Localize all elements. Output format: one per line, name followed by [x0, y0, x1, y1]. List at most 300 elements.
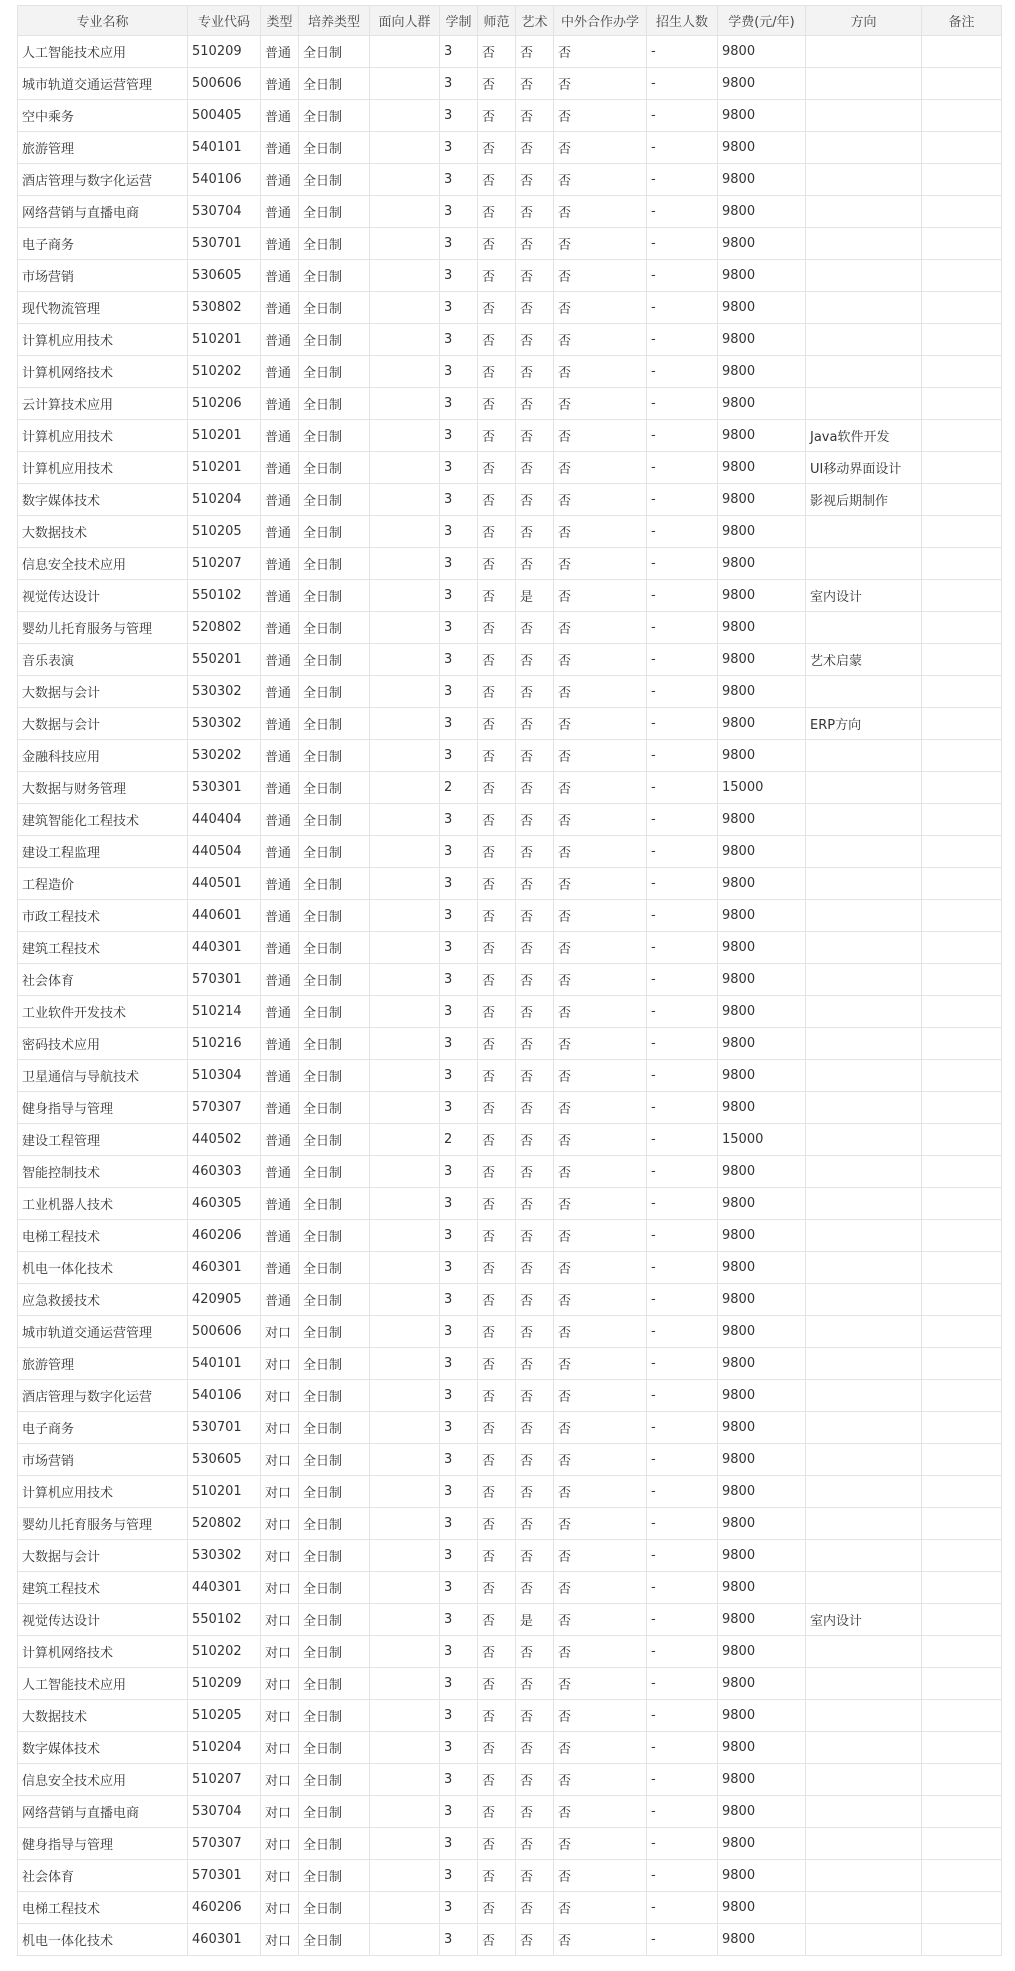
col-direction-cell: [806, 1412, 922, 1444]
col-remarks-cell: [922, 484, 1002, 516]
col-duration-cell: 2: [440, 772, 478, 804]
col-direction-cell: [806, 1572, 922, 1604]
col-art-cell: 否: [516, 996, 554, 1028]
col-target-group-cell: [370, 1252, 440, 1284]
col-tuition-cell: 9800: [718, 676, 806, 708]
col-major-code-cell: 530704: [188, 196, 261, 228]
col-target-group-cell: [370, 612, 440, 644]
col-direction-cell: [806, 804, 922, 836]
col-type-cell: 对口: [261, 1860, 299, 1892]
table-row: [18, 1572, 1002, 1604]
col-duration-cell: 3: [440, 1444, 478, 1476]
col-remarks-cell: [922, 1796, 1002, 1828]
table-row: [18, 1732, 1002, 1764]
table-row: [18, 1092, 1002, 1124]
col-training-type-cell: 全日制: [299, 1796, 370, 1828]
col-major-code-cell: 510201: [188, 420, 261, 452]
col-duration-cell: 3: [440, 1668, 478, 1700]
col-art-cell: 否: [516, 1444, 554, 1476]
col-type-cell: 对口: [261, 1636, 299, 1668]
col-duration-cell: 3: [440, 228, 478, 260]
col-training-type-cell: 全日制: [299, 452, 370, 484]
col-normal-education-cell: 否: [478, 1380, 516, 1412]
col-major-code-cell: 440502: [188, 1124, 261, 1156]
col-type-cell: 普通: [261, 1028, 299, 1060]
col-training-type-cell: 全日制: [299, 100, 370, 132]
col-major-code-cell: 530302: [188, 1540, 261, 1572]
col-target-group-cell: [370, 1636, 440, 1668]
col-major-code-cell: 510214: [188, 996, 261, 1028]
col-art-cell: 否: [516, 196, 554, 228]
col-major-code-cell: 530202: [188, 740, 261, 772]
col-duration-cell: 3: [440, 1700, 478, 1732]
col-remarks-cell: [922, 1188, 1002, 1220]
col-tuition-cell: 9800: [718, 1028, 806, 1060]
col-major-code-cell: 530701: [188, 228, 261, 260]
col-remarks-cell: [922, 1252, 1002, 1284]
col-art-cell: 否: [516, 164, 554, 196]
col-direction-cell: [806, 900, 922, 932]
col-remarks-header: 备注: [922, 6, 1002, 36]
col-tuition-cell: 9800: [718, 548, 806, 580]
col-type-cell: 普通: [261, 388, 299, 420]
col-duration-cell: 3: [440, 996, 478, 1028]
table-row: [18, 324, 1002, 356]
col-duration-header: 学制: [440, 6, 478, 36]
col-tuition-cell: 9800: [718, 1924, 806, 1956]
col-tuition-cell: 9800: [718, 1412, 806, 1444]
col-training-type-cell: 全日制: [299, 1316, 370, 1348]
col-art-cell: 否: [516, 612, 554, 644]
col-target-group-cell: [370, 1380, 440, 1412]
col-major-name-cell: 工业机器人技术: [18, 1188, 188, 1220]
col-joint-program-cell: 否: [554, 900, 647, 932]
col-joint-program-cell: 否: [554, 1572, 647, 1604]
col-normal-education-cell: 否: [478, 1444, 516, 1476]
col-training-type-cell: 全日制: [299, 1508, 370, 1540]
col-target-group-cell: [370, 1572, 440, 1604]
col-joint-program-cell: 否: [554, 1892, 647, 1924]
col-art-cell: 否: [516, 228, 554, 260]
col-type-cell: 普通: [261, 612, 299, 644]
col-joint-program-cell: 否: [554, 964, 647, 996]
col-major-name-cell: 大数据与会计: [18, 676, 188, 708]
col-major-name-cell: 电子商务: [18, 1412, 188, 1444]
col-normal-education-cell: 否: [478, 1892, 516, 1924]
col-training-type-cell: 全日制: [299, 612, 370, 644]
col-major-name-cell: 婴幼儿托育服务与管理: [18, 612, 188, 644]
table-row: [18, 708, 1002, 740]
col-tuition-cell: 15000: [718, 772, 806, 804]
col-type-cell: 普通: [261, 548, 299, 580]
col-duration-cell: 3: [440, 132, 478, 164]
col-training-type-cell: 全日制: [299, 804, 370, 836]
col-target-group-cell: [370, 964, 440, 996]
col-direction-cell: [806, 1796, 922, 1828]
col-joint-program-cell: 否: [554, 1380, 647, 1412]
col-target-group-cell: [370, 132, 440, 164]
col-enrollment-cell: -: [647, 1476, 718, 1508]
col-joint-program-cell: 否: [554, 1796, 647, 1828]
col-direction-cell: [806, 964, 922, 996]
col-target-group-cell: [370, 292, 440, 324]
col-normal-education-cell: 否: [478, 804, 516, 836]
col-major-code-cell: 540106: [188, 1380, 261, 1412]
col-training-type-cell: 全日制: [299, 420, 370, 452]
col-tuition-cell: 15000: [718, 1124, 806, 1156]
table-row: [18, 1668, 1002, 1700]
col-remarks-cell: [922, 1764, 1002, 1796]
col-normal-education-cell: 否: [478, 292, 516, 324]
col-direction-cell: [806, 1444, 922, 1476]
col-target-group-cell: [370, 676, 440, 708]
col-major-code-cell: 510209: [188, 1668, 261, 1700]
col-duration-cell: 3: [440, 1860, 478, 1892]
col-enrollment-cell: -: [647, 1924, 718, 1956]
col-major-name-cell: 现代物流管理: [18, 292, 188, 324]
col-joint-program-cell: 否: [554, 1028, 647, 1060]
col-joint-program-cell: 否: [554, 868, 647, 900]
col-remarks-cell: [922, 196, 1002, 228]
col-tuition-cell: 9800: [718, 196, 806, 228]
col-direction-cell: [806, 260, 922, 292]
col-remarks-cell: [922, 1476, 1002, 1508]
col-normal-education-cell: 否: [478, 164, 516, 196]
col-type-cell: 普通: [261, 580, 299, 612]
col-direction-cell: [806, 1348, 922, 1380]
col-remarks-cell: [922, 164, 1002, 196]
col-joint-program-cell: 否: [554, 772, 647, 804]
table-row: [18, 676, 1002, 708]
col-joint-program-cell: 否: [554, 452, 647, 484]
col-training-type-cell: 全日制: [299, 1892, 370, 1924]
col-direction-cell: [806, 1124, 922, 1156]
col-remarks-cell: [922, 996, 1002, 1028]
col-major-name-cell: 市政工程技术: [18, 900, 188, 932]
col-art-cell: 否: [516, 1380, 554, 1412]
col-type-cell: 普通: [261, 1188, 299, 1220]
col-type-cell: 对口: [261, 1796, 299, 1828]
col-major-name-cell: 电子商务: [18, 228, 188, 260]
col-joint-program-cell: 否: [554, 612, 647, 644]
table-row: [18, 164, 1002, 196]
col-enrollment-cell: -: [647, 1092, 718, 1124]
col-training-type-cell: 全日制: [299, 1124, 370, 1156]
col-joint-program-cell: 否: [554, 1444, 647, 1476]
col-direction-cell: [806, 1060, 922, 1092]
col-type-cell: 普通: [261, 452, 299, 484]
col-type-cell: 普通: [261, 1156, 299, 1188]
col-duration-cell: 3: [440, 644, 478, 676]
col-training-type-cell: 全日制: [299, 772, 370, 804]
col-direction-cell: [806, 676, 922, 708]
col-target-group-cell: [370, 260, 440, 292]
col-art-cell: 否: [516, 1508, 554, 1540]
col-major-code-cell: 540101: [188, 132, 261, 164]
col-enrollment-cell: -: [647, 1220, 718, 1252]
table-row: [18, 644, 1002, 676]
col-direction-cell: [806, 1284, 922, 1316]
col-target-group-cell: [370, 1700, 440, 1732]
col-art-cell: 否: [516, 388, 554, 420]
col-enrollment-cell: -: [647, 772, 718, 804]
col-joint-program-cell: 否: [554, 1220, 647, 1252]
col-tuition-cell: 9800: [718, 324, 806, 356]
col-duration-cell: 3: [440, 836, 478, 868]
col-enrollment-cell: -: [647, 708, 718, 740]
col-training-type-cell: 全日制: [299, 1252, 370, 1284]
col-training-type-cell: 全日制: [299, 708, 370, 740]
table-row: [18, 1508, 1002, 1540]
col-major-name-cell: 电梯工程技术: [18, 1892, 188, 1924]
col-enrollment-cell: -: [647, 676, 718, 708]
col-enrollment-cell: -: [647, 804, 718, 836]
col-duration-cell: 3: [440, 164, 478, 196]
col-target-group-cell: [370, 1604, 440, 1636]
col-art-cell: 否: [516, 740, 554, 772]
col-joint-program-cell: 否: [554, 1060, 647, 1092]
col-normal-education-cell: 否: [478, 1028, 516, 1060]
col-remarks-cell: [922, 1220, 1002, 1252]
col-tuition-cell: 9800: [718, 1444, 806, 1476]
col-direction-cell: 影视后期制作: [806, 484, 922, 516]
col-target-group-cell: [370, 1796, 440, 1828]
col-major-code-cell: 550201: [188, 644, 261, 676]
col-remarks-cell: [922, 260, 1002, 292]
col-tuition-cell: 9800: [718, 1092, 806, 1124]
col-major-code-cell: 570301: [188, 1860, 261, 1892]
col-remarks-cell: [922, 708, 1002, 740]
col-normal-education-cell: 否: [478, 132, 516, 164]
table-row: [18, 1060, 1002, 1092]
col-joint-program-cell: 否: [554, 1476, 647, 1508]
table-row: [18, 1028, 1002, 1060]
col-major-code-cell: 510201: [188, 452, 261, 484]
col-direction-header: 方向: [806, 6, 922, 36]
col-major-code-cell: 460301: [188, 1252, 261, 1284]
col-remarks-cell: [922, 388, 1002, 420]
col-art-cell: 否: [516, 644, 554, 676]
col-normal-education-cell: 否: [478, 484, 516, 516]
col-art-cell: 否: [516, 484, 554, 516]
col-joint-program-cell: 否: [554, 1700, 647, 1732]
col-duration-cell: 3: [440, 1924, 478, 1956]
table-row: [18, 1796, 1002, 1828]
col-type-cell: 对口: [261, 1604, 299, 1636]
col-tuition-cell: 9800: [718, 900, 806, 932]
col-training-type-cell: 全日制: [299, 1860, 370, 1892]
col-target-group-cell: [370, 324, 440, 356]
col-major-name-cell: 城市轨道交通运营管理: [18, 68, 188, 100]
col-art-cell: 否: [516, 1220, 554, 1252]
col-joint-program-cell: 否: [554, 356, 647, 388]
col-duration-cell: 3: [440, 1796, 478, 1828]
col-type-cell: 普通: [261, 1284, 299, 1316]
col-joint-program-cell: 否: [554, 932, 647, 964]
table-row: [18, 1444, 1002, 1476]
table-row: [18, 900, 1002, 932]
col-tuition-cell: 9800: [718, 868, 806, 900]
col-duration-cell: 3: [440, 1348, 478, 1380]
col-enrollment-cell: -: [647, 516, 718, 548]
col-joint-program-cell: 否: [554, 804, 647, 836]
col-training-type-cell: 全日制: [299, 1284, 370, 1316]
col-art-cell: 否: [516, 516, 554, 548]
col-type-cell: 普通: [261, 644, 299, 676]
col-remarks-cell: [922, 1732, 1002, 1764]
table-row: [18, 36, 1002, 68]
col-direction-cell: [806, 228, 922, 260]
col-major-name-cell: 数字媒体技术: [18, 484, 188, 516]
col-target-group-cell: [370, 1412, 440, 1444]
col-major-name-cell: 视觉传达设计: [18, 580, 188, 612]
col-direction-cell: [806, 388, 922, 420]
col-type-cell: 对口: [261, 1572, 299, 1604]
col-joint-program-cell: 否: [554, 1412, 647, 1444]
col-enrollment-cell: -: [647, 612, 718, 644]
col-major-name-cell: 云计算技术应用: [18, 388, 188, 420]
col-target-group-cell: [370, 1540, 440, 1572]
col-direction-cell: [806, 324, 922, 356]
col-direction-cell: [806, 1764, 922, 1796]
col-enrollment-cell: -: [647, 1380, 718, 1412]
col-target-group-cell: [370, 1316, 440, 1348]
col-target-group-cell: [370, 644, 440, 676]
table-row: [18, 1188, 1002, 1220]
col-major-name-cell: 计算机应用技术: [18, 1476, 188, 1508]
col-major-code-cell: 510207: [188, 548, 261, 580]
col-major-code-cell: 510205: [188, 1700, 261, 1732]
col-training-type-cell: 全日制: [299, 260, 370, 292]
col-enrollment-cell: -: [647, 228, 718, 260]
col-training-type-cell: 全日制: [299, 516, 370, 548]
col-joint-program-cell: 否: [554, 1124, 647, 1156]
col-major-name-cell: 智能控制技术: [18, 1156, 188, 1188]
col-training-type-cell: 全日制: [299, 676, 370, 708]
col-art-cell: 否: [516, 676, 554, 708]
table-row: [18, 1828, 1002, 1860]
col-direction-cell: UI移动界面设计: [806, 452, 922, 484]
col-major-name-cell: 金融科技应用: [18, 740, 188, 772]
col-major-code-cell: 510204: [188, 1732, 261, 1764]
col-duration-cell: 3: [440, 260, 478, 292]
table-row: [18, 1316, 1002, 1348]
col-major-name-cell: 酒店管理与数字化运营: [18, 164, 188, 196]
col-major-code-cell: 440404: [188, 804, 261, 836]
col-tuition-cell: 9800: [718, 1284, 806, 1316]
col-target-group-cell: [370, 900, 440, 932]
table-body: [18, 36, 1002, 1956]
col-enrollment-cell: -: [647, 1124, 718, 1156]
col-type-cell: 普通: [261, 708, 299, 740]
col-major-name-cell: 计算机应用技术: [18, 420, 188, 452]
col-type-cell: 普通: [261, 356, 299, 388]
col-normal-education-cell: 否: [478, 996, 516, 1028]
col-enrollment-cell: -: [647, 1828, 718, 1860]
col-remarks-cell: [922, 228, 1002, 260]
col-direction-cell: [806, 1252, 922, 1284]
col-normal-education-cell: 否: [478, 932, 516, 964]
col-art-cell: 否: [516, 452, 554, 484]
col-duration-cell: 3: [440, 1892, 478, 1924]
col-major-name-cell: 信息安全技术应用: [18, 1764, 188, 1796]
col-duration-cell: 3: [440, 1028, 478, 1060]
col-training-type-cell: 全日制: [299, 36, 370, 68]
col-joint-program-cell: 否: [554, 836, 647, 868]
col-major-name-cell: 建设工程监理: [18, 836, 188, 868]
col-art-cell: 否: [516, 1252, 554, 1284]
col-target-group-cell: [370, 1764, 440, 1796]
col-tuition-cell: 9800: [718, 164, 806, 196]
col-remarks-cell: [922, 1284, 1002, 1316]
col-direction-cell: [806, 1828, 922, 1860]
table-row: [18, 68, 1002, 100]
col-normal-education-cell: 否: [478, 1092, 516, 1124]
col-joint-program-cell: 否: [554, 580, 647, 612]
col-major-name-cell: 计算机应用技术: [18, 324, 188, 356]
col-major-name-cell: 大数据与会计: [18, 1540, 188, 1572]
col-duration-cell: 3: [440, 740, 478, 772]
col-duration-cell: 3: [440, 1284, 478, 1316]
col-type-cell: 普通: [261, 1060, 299, 1092]
col-enrollment-cell: -: [647, 1348, 718, 1380]
col-art-cell: 否: [516, 836, 554, 868]
col-joint-program-cell: 否: [554, 1156, 647, 1188]
col-target-group-cell: [370, 1092, 440, 1124]
col-target-group-cell: [370, 1444, 440, 1476]
col-duration-cell: 3: [440, 324, 478, 356]
col-direction-cell: [806, 196, 922, 228]
col-major-code-cell: 510201: [188, 324, 261, 356]
col-major-name-cell: 婴幼儿托育服务与管理: [18, 1508, 188, 1540]
col-remarks-cell: [922, 1604, 1002, 1636]
col-art-cell: 否: [516, 1124, 554, 1156]
col-duration-cell: 3: [440, 1828, 478, 1860]
col-type-cell: 对口: [261, 1476, 299, 1508]
col-major-code-cell: 530802: [188, 292, 261, 324]
col-direction-cell: [806, 1540, 922, 1572]
table-header: [18, 6, 1002, 36]
col-training-type-cell: 全日制: [299, 324, 370, 356]
col-direction-cell: ERP方向: [806, 708, 922, 740]
col-direction-cell: [806, 1700, 922, 1732]
col-remarks-cell: [922, 1668, 1002, 1700]
col-tuition-cell: 9800: [718, 228, 806, 260]
col-training-type-cell: 全日制: [299, 1476, 370, 1508]
col-tuition-cell: 9800: [718, 1316, 806, 1348]
col-major-code-cell: 520802: [188, 612, 261, 644]
col-type-cell: 普通: [261, 516, 299, 548]
col-joint-program-cell: 否: [554, 996, 647, 1028]
col-joint-program-cell: 否: [554, 36, 647, 68]
col-training-type-cell: 全日制: [299, 964, 370, 996]
col-normal-education-cell: 否: [478, 868, 516, 900]
col-joint-program-cell: 否: [554, 1540, 647, 1572]
col-tuition-cell: 9800: [718, 1828, 806, 1860]
col-direction-cell: [806, 1508, 922, 1540]
col-enrollment-header: 招生人数: [647, 6, 718, 36]
col-joint-program-cell: 否: [554, 324, 647, 356]
col-training-type-cell: 全日制: [299, 1636, 370, 1668]
col-major-code-cell: 420905: [188, 1284, 261, 1316]
col-enrollment-cell: -: [647, 1732, 718, 1764]
col-joint-program-cell: 否: [554, 100, 647, 132]
col-duration-cell: 3: [440, 452, 478, 484]
table-row: [18, 1476, 1002, 1508]
table-row: [18, 1412, 1002, 1444]
col-enrollment-cell: -: [647, 36, 718, 68]
col-direction-cell: [806, 1220, 922, 1252]
